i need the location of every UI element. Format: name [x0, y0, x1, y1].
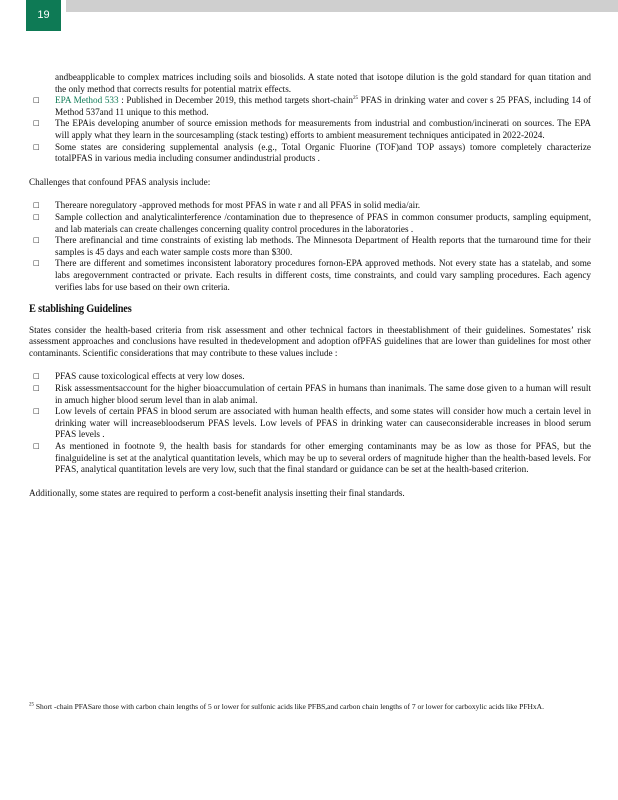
- footnote-text: Short -chain PFASare those with carbon chain lengths of 5 or lower for sulfonic acids like PFBS,and carbon chain lengths of 7 or lower for carboxylic acids like PFHxA.: [34, 702, 544, 711]
- list-item: [29, 118, 591, 141]
- bullet-icon: □: [33, 442, 40, 451]
- list-item: [29, 371, 591, 383]
- closing-paragraph: Additionally, some states are required to perform a cost-benefit analysis insetting their final standards.: [29, 487, 405, 498]
- bullet-icon: □: [33, 96, 40, 105]
- epa-method-533-link[interactable]: EPA Method 533: [55, 95, 119, 106]
- list-item-text: There arefinancial and time constraints of existing lab methods. The Minnesota Department of Health reports that the turnaround time for their samples is 45 days and each water sample costs more than $300.: [55, 235, 591, 257]
- footnote: [29, 702, 591, 713]
- section-heading: E stablishing Guidelines: [29, 301, 132, 316]
- footnote-ref[interactable]: 25: [353, 96, 359, 102]
- intro-continuation: andbeapplicable to complex matrices including soils and biosolids. A state noted that isotope dilution is the gold standard for quan titation and the only method that corrects results for potential matrix effects.: [55, 72, 591, 94]
- bullet-icon: □: [33, 259, 40, 268]
- bullet-icon: □: [33, 236, 40, 245]
- bullet-icon: □: [33, 119, 40, 128]
- bullet-icon: □: [33, 384, 40, 393]
- bullet-icon: □: [33, 407, 40, 416]
- list-item: [29, 212, 591, 235]
- list-item-text: There are different and sometimes inconsistent laboratory procedures fornon-EPA approved methods. Not every state has a statelab, and some labs aregovernment contracted or private. Each results in different costs, time constraints, and could vary sampling procedures. Each agency verifies labs for use based on their own criteria.: [55, 258, 591, 292]
- bullet-icon: □: [33, 372, 40, 381]
- challenges-intro: Challenges that confound PFAS analysis include:: [29, 176, 211, 187]
- list-item-text: : Published in December 2019, this method targets short-chain: [121, 95, 354, 106]
- list-item: [29, 406, 591, 441]
- main-content: [29, 72, 591, 499]
- guidelines-paragraph: States consider the health-based criteria from risk assessment and other technical factors in theestablishment of their guidelines. Somestates’ risk assessment approaches and conclusions have resulted in thedevelopment and adoption ofPFAS guidelines that are lower than guidelines for most other contaminants. Scientific considerations that may contribute to these values include :: [29, 324, 591, 358]
- considerations-list: [29, 371, 591, 475]
- page-header: [0, 0, 618, 32]
- methods-list: [29, 95, 591, 165]
- list-item-text: Thereare noregulatory -approved methods for most PFAS in wate r and all PFAS in solid media/air.: [55, 200, 421, 211]
- header-bar: [66, 0, 618, 12]
- bullet-icon: □: [33, 201, 40, 210]
- list-item: [29, 235, 591, 258]
- list-item: [29, 258, 591, 293]
- page-number: 19: [26, 0, 61, 31]
- challenges-list: [29, 200, 591, 293]
- list-item-text: PFAS in drinking water and cover s 25 PFAS, including 14 of Method 537and 11 unique to this method.: [55, 95, 591, 117]
- list-item-text: Low levels of certain PFAS in blood serum are associated with human health effects, and some states will consider how much a certain level in drinking water will increasebloodserum PFAS levels. Low levels of PFAS in drinking water can causeconsiderable increases in blood serum PFAS levels .: [55, 406, 591, 440]
- list-item-text: Risk assessmentsaccount for the higher bioaccumulation of certain PFAS in humans than inanimals. The same dose given to a human will result in amuch higher blood serum level than in alab animal.: [55, 383, 591, 405]
- list-item: [29, 95, 591, 118]
- list-item-text: The EPAis developing anumber of source emission methods for measurements from industrial and combustion/incinerati on sources. The EPA will apply what they learn in the sourcesampling (stack testing) efforts to ambient measurement techniques anticipated in 2022-2024.: [55, 118, 591, 140]
- list-item: [29, 142, 591, 165]
- bullet-icon: □: [33, 142, 40, 151]
- list-item: [29, 441, 591, 476]
- list-item-text: Sample collection and analyticalinterference /contamination due to thepresence of PFAS in common consumer products, sampling equipment, and lab materials can create challenges concerning quality control procedures in the laboratories .: [55, 211, 591, 234]
- list-item-text: PFAS cause toxicological effects at very low doses.: [55, 371, 245, 382]
- list-item-text: As mentioned in footnote 9, the health basis for standards for other emerging contaminants may be as low as those for PFAS, but the finalguideline is set at the analytical quantitation levels, which may be up to several orders of magnitude higher than the health-based levels. For PFAS, analytical quantitation levels are very low, such that the final standard or guidance can be set at the health-based criterion.: [55, 441, 591, 475]
- list-item-text: Some states are considering supplemental analysis (e.g., Total Organic Fluorine (TOF)and TOP assays) tomore completely characterize totalPFAS in various media including consumer andindustrial products .: [55, 141, 591, 164]
- footnote-number: 25: [29, 702, 34, 708]
- list-item: [29, 200, 591, 212]
- bullet-icon: □: [33, 212, 40, 221]
- list-item: [29, 383, 591, 406]
